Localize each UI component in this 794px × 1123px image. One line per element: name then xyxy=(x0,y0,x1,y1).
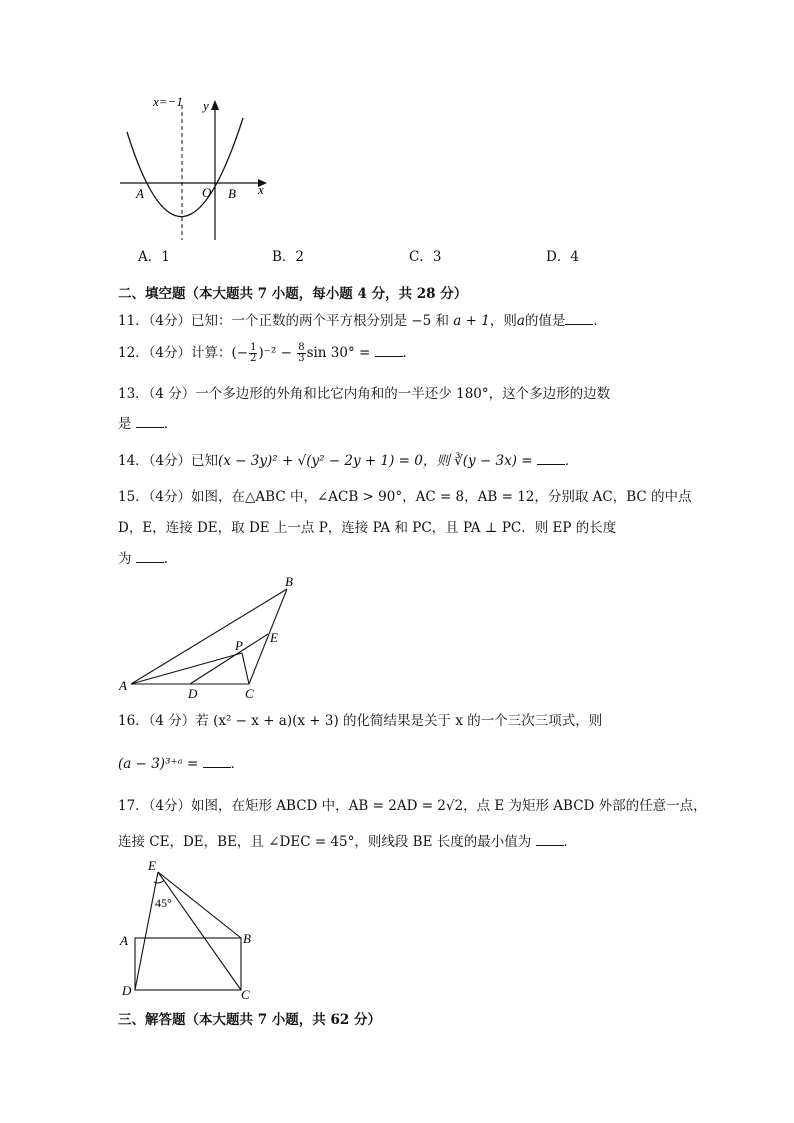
option-a: A．1 xyxy=(138,249,170,265)
q12-text-before: 12．（4分）计算：(− xyxy=(118,345,249,361)
question-17-line-1: 17．（4分）如图，在矩形 ABCD 中，AB = 2AD = 2√2，点 E 为矩形 ABCD 外部的任意一点， xyxy=(118,798,707,814)
parabola-curve xyxy=(127,118,243,217)
q15-line3-text: 为 xyxy=(118,551,136,567)
q14-expr: (x − 3y)² + √(y² − 2y + 1) = 0，则 ∛(y − 3x) = xyxy=(218,453,537,469)
triangle-figure xyxy=(115,572,305,700)
tri-label-d: D xyxy=(188,686,198,700)
question-11 xyxy=(118,312,607,330)
point-a-label: A xyxy=(136,186,144,201)
question-15-line-2: D，E，连接 DE，取 DE 上一点 P，连接 PA 和 PC，且 PA ⊥ PC．则 EP 的长度 xyxy=(118,520,617,536)
q11-answer-blank[interactable] xyxy=(565,312,593,325)
q12-answer-blank[interactable] xyxy=(375,344,403,357)
point-b-label: B xyxy=(228,186,236,201)
rect-label-b: B xyxy=(243,931,251,946)
q17-end: ． xyxy=(563,834,578,850)
rect-label-angle: 45° xyxy=(155,896,172,910)
q11-expr: a + 1 xyxy=(453,313,490,329)
question-14 xyxy=(118,452,578,470)
question-15-line-1: 15．（4分）如图，在△ABC 中，∠ACB > 90°，AC = 8，AB = 12，分别取 AC，BC 的中点 xyxy=(118,489,692,505)
q11-text-before: 11．（4分）已知：一个正数的两个平方根分别是 −5 和 xyxy=(118,313,454,329)
tri-label-e: E xyxy=(270,630,278,645)
q16-line2-text: (a − 3)³⁺ᵃ = xyxy=(118,756,203,772)
q13-line2-text: 是 xyxy=(118,416,136,432)
q11-var: a xyxy=(516,313,525,329)
q17-answer-blank[interactable] xyxy=(536,833,564,846)
question-13-line-2 xyxy=(118,415,177,433)
tri-label-c: C xyxy=(245,686,254,700)
rect-label-c: C xyxy=(241,987,250,1000)
question-12 xyxy=(118,343,416,364)
question-16-line-1: 16．（4 分）若 (x² − x + a)(x + 3) 的化简结果是关于 x 的一个三次三项式，则 xyxy=(118,713,603,729)
q14-answer-blank[interactable] xyxy=(537,452,565,465)
q16-end: ． xyxy=(230,756,245,772)
q17-line2-text: 连接 CE，DE，BE，且 ∠DEC = 45°，则线段 BE 长度的最小值为 xyxy=(118,834,536,850)
tri-label-b: B xyxy=(285,574,293,589)
q13-end: ． xyxy=(163,416,178,432)
q16-answer-blank[interactable] xyxy=(203,755,231,768)
tri-label-a: A xyxy=(119,678,127,693)
symmetry-label: x=−1 xyxy=(153,94,183,109)
question-15-line-3 xyxy=(118,550,177,568)
rect-label-d: D xyxy=(122,983,132,998)
q15-answer-blank[interactable] xyxy=(136,550,164,563)
question-17-line-2 xyxy=(118,833,577,851)
option-c: C．3 xyxy=(409,249,442,265)
q11-text-mid: ，则 xyxy=(489,313,517,329)
rect-label-a: A xyxy=(120,933,128,948)
rectangle-figure xyxy=(115,855,265,1000)
parabola-figure xyxy=(115,90,285,245)
question-13-line-1: 13．（4 分）一个多边形的外角和比它内角和的一半还少 180°，这个多边形的边数 xyxy=(118,386,611,402)
option-b: B．2 xyxy=(272,249,305,265)
q12-fraction-2: $\frac{8}{3}$ xyxy=(298,342,305,364)
q12-end: ． xyxy=(402,345,417,361)
q13-answer-blank[interactable] xyxy=(136,415,164,428)
q12-text-after: sin 30° = xyxy=(306,345,375,361)
q11-end: ． xyxy=(593,313,607,329)
origin-label: O xyxy=(202,185,212,200)
q12-fraction-1: $\frac{1}{2}$ xyxy=(250,342,257,364)
x-axis-label: x xyxy=(258,182,264,197)
question-16-line-2 xyxy=(118,755,244,773)
section-3-title: 三、解答题（本大题共 7 小题，共 62 分） xyxy=(118,1012,381,1028)
option-d: D．4 xyxy=(546,249,579,265)
q15-end: ． xyxy=(163,551,178,567)
y-axis-arrow xyxy=(211,100,219,110)
q14-text-before: 14．（4分）已知 xyxy=(118,453,219,469)
tri-label-p: P xyxy=(235,638,243,653)
q12-power: )⁻² − xyxy=(258,345,297,361)
rect-label-e: E xyxy=(148,858,156,873)
y-axis-label: y xyxy=(203,98,209,113)
section-2-title: 二、填空题（本大题共 7 小题，每小题 4 分，共 28 分） xyxy=(118,286,468,302)
q14-end: ． xyxy=(564,453,579,469)
q11-text-after: 的值是 xyxy=(524,313,566,329)
